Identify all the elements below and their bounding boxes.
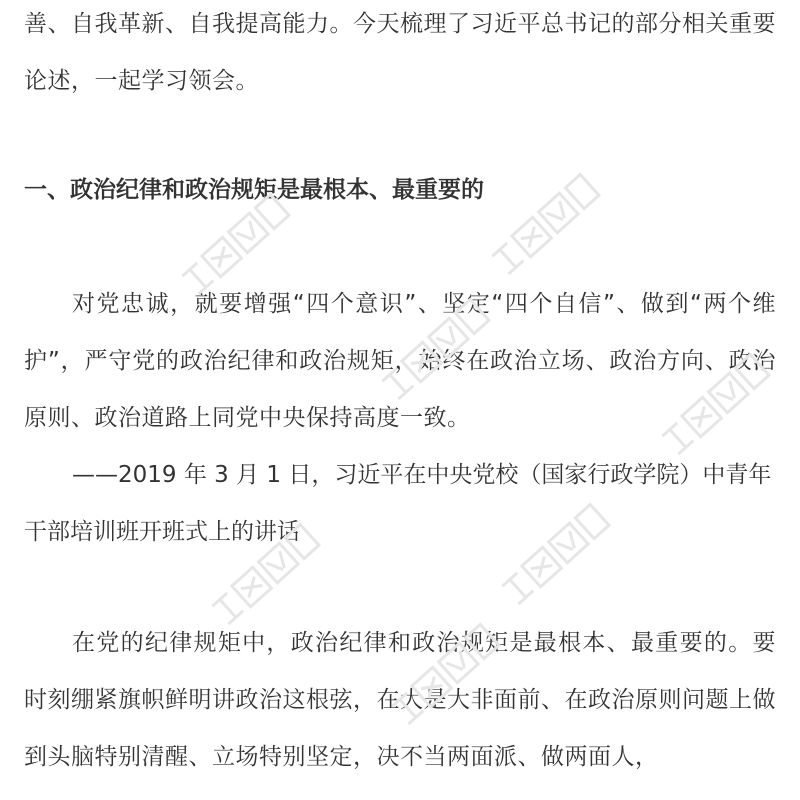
body-paragraph: 在党的纪律规矩中，政治纪律和政治规矩是最根本、最重要的。要时刻绷紧旗帜鲜明讲政治这根弦，在大是大非面前、在政治原则问题上做到头脑特别清醒、立场特别坚定，决不当两面派、做两面人， [24, 630, 776, 770]
quote-paragraph: 对党忠诚，就要增强“四个意识”、坚定“四个自信”、做到“两个维护”，严守党的政治纪律和政治规矩，始终在政治立场、政治方向、政治原则、政治道路上同党中央保持高度一致。 [24, 291, 776, 431]
section-heading: 一、政治纪律和政治规矩是最根本、最重要的 [24, 177, 484, 203]
quote-source: ——2019 年 3 月 1 日，习近平在中央党校（国家行政学院）中青年干部培训班开班式上的讲话 [24, 462, 772, 545]
intro-paragraph: 善、自我革新、自我提高能力。今天梳理了习近平总书记的部分相关重要论述，一起学习领会。 [24, 11, 776, 94]
